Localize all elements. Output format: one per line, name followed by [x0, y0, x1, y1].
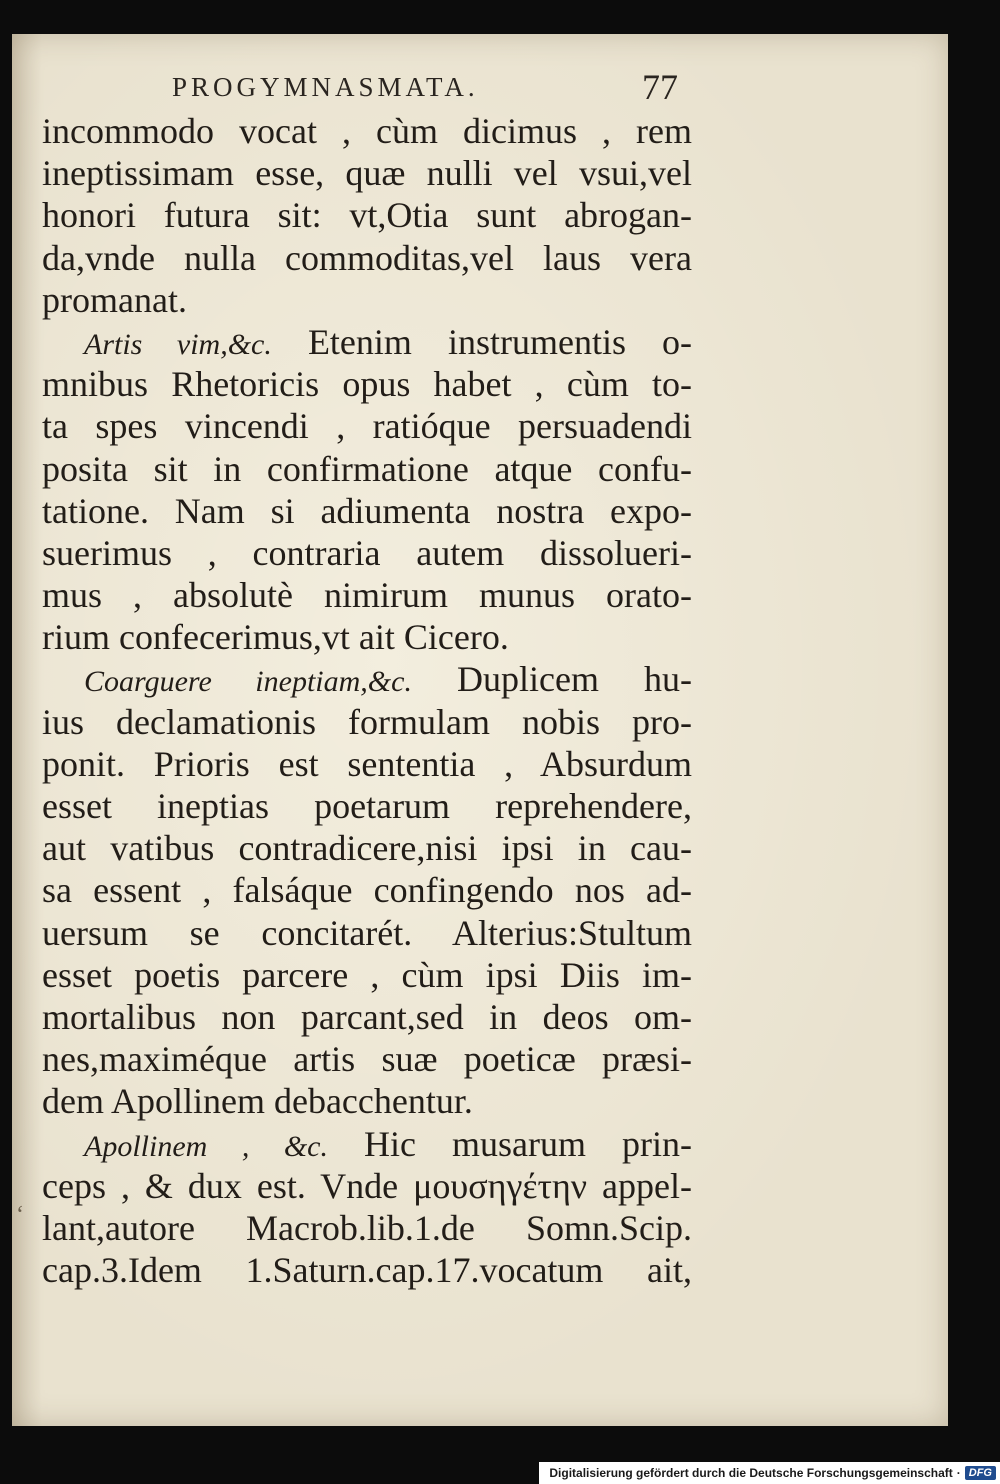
text-line: [42, 532, 692, 574]
line-text: ineptissimam esse, quæ nulli vel vsui,vel: [42, 153, 692, 194]
text-line: [42, 237, 692, 279]
text-line: [42, 490, 692, 532]
line-text: incommodo vocat , cùm dicimus , rem: [42, 111, 692, 151]
line-text: mus , absolutè nimirum munus orato-: [42, 575, 692, 616]
body-text: [42, 110, 692, 1291]
text-line: [42, 321, 692, 363]
text-line: [42, 785, 692, 827]
margin-mark: ʻ: [16, 1202, 24, 1228]
text-line: [42, 1249, 692, 1291]
line-text: mnibus Rhetoricis opus habet , cùm to-: [42, 364, 692, 405]
text-line: [42, 1080, 692, 1122]
line-text: cap.3.Idem 1.Saturn.cap.17.vocatum ait,: [42, 1250, 692, 1291]
line-text: suerimus , contraria autem dissolueri-: [42, 532, 692, 573]
text-line: [42, 448, 692, 490]
line-text: Hic musarum prin-: [364, 1123, 692, 1164]
text-line: [42, 996, 692, 1038]
line-text: aut vatibus contradicere,nisi ipsi in cau-: [42, 828, 692, 869]
dfg-logo-icon: DFG: [965, 1466, 996, 1480]
text-line: [42, 1038, 692, 1080]
text-line: [42, 827, 692, 869]
page-number: 77: [642, 67, 678, 107]
lemma: Apollinem , &c.: [84, 1129, 328, 1163]
line-text: posita sit in confirmatione atque confu-: [42, 448, 692, 489]
line-text: esset poetis parcere , cùm ipsi Diis im-: [42, 954, 692, 995]
text-line: [42, 1165, 692, 1207]
line-text: rium confecerimus,vt ait Cicero.: [42, 617, 509, 658]
line-text: ta spes vincendi , ratióque persuadendi: [42, 406, 692, 447]
line-text: sa essent , falsáque confingendo nos ad-: [42, 870, 692, 911]
line-text: honori futura sit: vt,Otia sunt abrogan-: [42, 195, 692, 236]
lemma: Artis vim,&c.: [84, 327, 272, 361]
text-line: [42, 954, 692, 996]
book-page: [12, 34, 948, 1426]
text-line: [42, 869, 692, 911]
line-text: tatione. Nam si adiumenta nostra expo-: [42, 490, 692, 531]
text-line: [42, 701, 692, 743]
text-line: [42, 616, 692, 658]
text-line: [42, 1207, 692, 1249]
line-text: Etenim instrumentis o-: [307, 321, 692, 362]
line-text: uersum se concitarét. Alterius:Stultum: [42, 912, 692, 953]
running-head: PROGYMNASMATA.: [172, 72, 479, 102]
line-text: nes,maximéque artis suæ poeticæ præsi-: [42, 1039, 692, 1080]
text-line: [42, 1123, 692, 1165]
line-text: da,vnde nulla commoditas,vel laus vera: [42, 237, 692, 278]
text-line: [42, 743, 692, 785]
line-text: ponit. Prioris est sententia , Absurdum: [42, 743, 692, 784]
text-line: [42, 912, 692, 954]
text-line: [42, 363, 692, 405]
text-line: [42, 279, 692, 321]
page-header: [12, 67, 948, 112]
footer-credit: Digitalisierung gefördert durch die Deutsche Forschungsgemeinschaft: [549, 1466, 953, 1480]
text-line: [42, 194, 692, 236]
line-text: esset ineptias poetarum reprehendere,: [42, 786, 692, 826]
line-text: Duplicem hu-: [457, 659, 692, 700]
footer-separator: ·: [956, 1466, 961, 1480]
line-text: ius declamationis formulam nobis pro-: [42, 701, 692, 742]
line-text: ceps , & dux est. Vnde μουσηγέτην appel-: [42, 1165, 692, 1206]
line-text: dem Apollinem debacchentur.: [42, 1081, 473, 1122]
digitization-footer: [539, 1462, 1000, 1484]
line-text: mortalibus non parcant,sed in deos om-: [42, 996, 692, 1037]
text-line: [42, 152, 692, 194]
line-text: promanat.: [42, 279, 187, 320]
text-line: [42, 405, 692, 447]
text-line: [42, 658, 692, 700]
lemma: Coarguere ineptiam,&c.: [84, 665, 412, 699]
line-text: lant,autore Macrob.lib.1.de Somn.Scip.: [42, 1207, 692, 1248]
text-line: [42, 574, 692, 616]
text-line: [42, 110, 692, 152]
